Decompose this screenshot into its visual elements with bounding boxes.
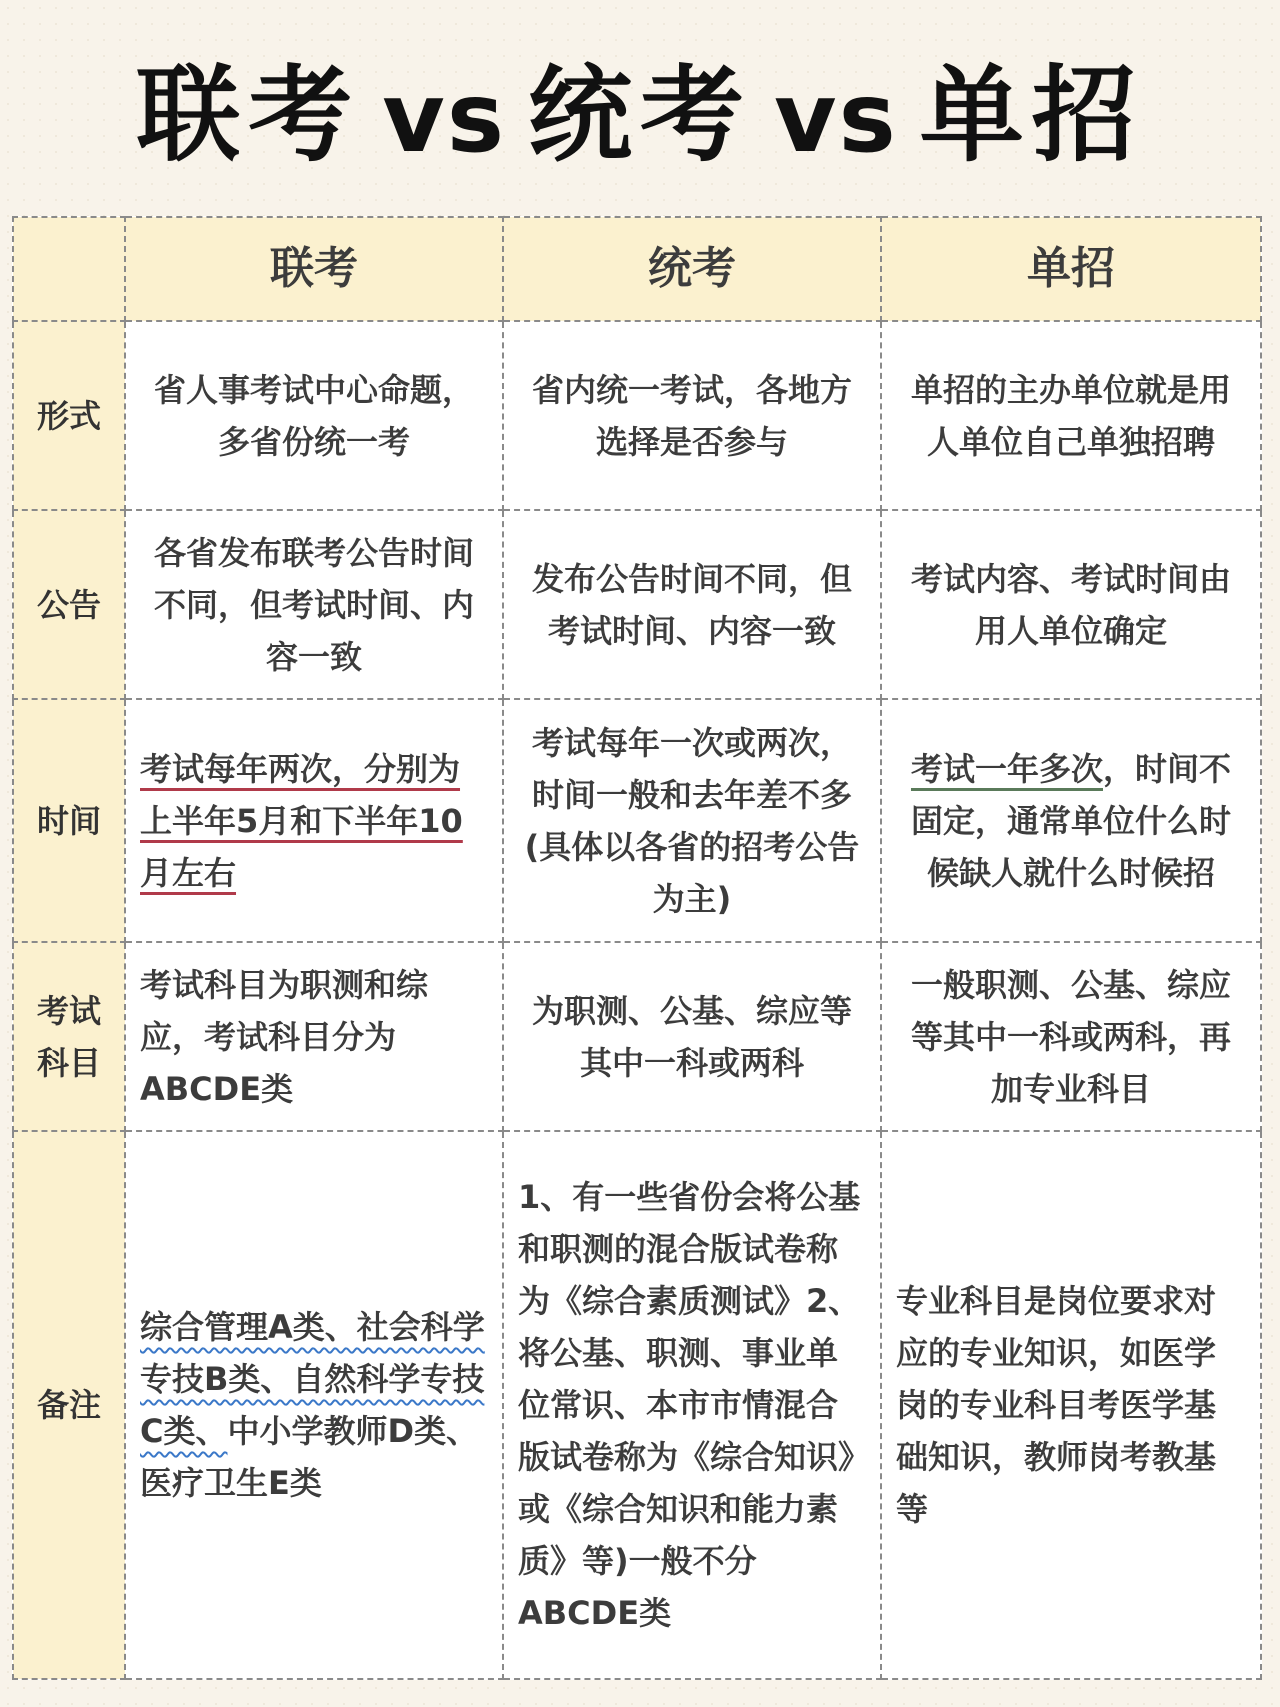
row-beizhu — [13, 1131, 1261, 1679]
cell-gonggao-liankao: 各省发布联考公告时间不同，但考试时间、内容一致 — [125, 510, 503, 699]
cell-shijian-tongkao: 考试每年一次或两次，时间一般和去年差不多(具体以各省的招考公告为主) — [503, 699, 881, 942]
cell-gonggao-danzhao: 考试内容、考试时间由用人单位确定 — [881, 510, 1261, 699]
title-vs-1: vs — [382, 62, 506, 174]
row-kemu — [13, 942, 1261, 1131]
row-label-beizhu: 备注 — [13, 1131, 125, 1679]
cell-shijian-danzhao — [881, 699, 1261, 942]
row-xingshi — [13, 321, 1261, 510]
header-liankao: 联考 — [125, 217, 503, 321]
cell-beizhu-liankao — [125, 1131, 503, 1679]
text-liankao-notes-rest: 中小学教师D类、医疗卫生E类 — [140, 1412, 479, 1502]
header-tongkao: 统考 — [503, 217, 881, 321]
row-label-kemu-line2: 科目 — [36, 1043, 101, 1082]
cell-shijian-liankao — [125, 699, 503, 942]
cell-xingshi-danzhao: 单招的主办单位就是用人单位自己单独招聘 — [881, 321, 1261, 510]
row-label-kemu — [13, 942, 125, 1131]
page-title — [0, 40, 1280, 193]
cell-beizhu-danzhao: 专业科目是岗位要求对应的专业知识，如医学岗的专业科目考医学基础知识，教师岗考教基等 — [881, 1131, 1261, 1679]
comparison-table — [12, 216, 1262, 1680]
row-label-xingshi: 形式 — [13, 321, 125, 510]
row-label-gonggao: 公告 — [13, 510, 125, 699]
title-liankao: 联考 — [136, 54, 361, 176]
cell-kemu-liankao: 考试科目为职测和综应，考试科目分为ABCDE类 — [125, 942, 503, 1131]
header-danzhao: 单招 — [881, 217, 1261, 321]
underlined-text-danzhao-time: 考试一年多次 — [910, 749, 1103, 788]
row-label-shijian: 时间 — [13, 699, 125, 942]
cell-xingshi-tongkao: 省内统一考试，各地方选择是否参与 — [503, 321, 881, 510]
corner-cell — [13, 217, 125, 321]
cell-kemu-tongkao: 为职测、公基、综应等其中一科或两科 — [503, 942, 881, 1131]
cell-beizhu-tongkao: 1、有一些省份会将公基和职测的混合版试卷称为《综合素质测试》2、将公基、职测、事业单位常识、本市市情混合版试卷称为《综合知识》或《综合知识和能力素质》等)一般不分ABCDE类 — [503, 1131, 881, 1679]
text-danzhao-time-rest: ，时间不固定，通常单位什么时候缺人就什么时候招 — [910, 749, 1232, 892]
row-gonggao — [13, 510, 1261, 699]
row-shijian — [13, 699, 1261, 942]
title-tongkao: 统考 — [527, 54, 752, 176]
title-vs-2: vs — [774, 62, 898, 174]
cell-kemu-danzhao: 一般职测、公基、综应等其中一科或两科，再加专业科目 — [881, 942, 1261, 1131]
row-label-kemu-line1: 考试 — [36, 991, 101, 1030]
underlined-text-liankao-time: 考试每年两次，分别为上半年5月和下半年10月左右 — [140, 749, 463, 892]
title-danzhao: 单招 — [919, 54, 1144, 176]
wavy-underlined-text-liankao-notes: 综合管理A类、社会科学专技B类、自然科学专技C类、 — [140, 1308, 485, 1450]
cell-xingshi-liankao: 省人事考试中心命题，多省份统一考 — [125, 321, 503, 510]
header-row — [13, 217, 1261, 321]
cell-gonggao-tongkao: 发布公告时间不同，但考试时间、内容一致 — [503, 510, 881, 699]
